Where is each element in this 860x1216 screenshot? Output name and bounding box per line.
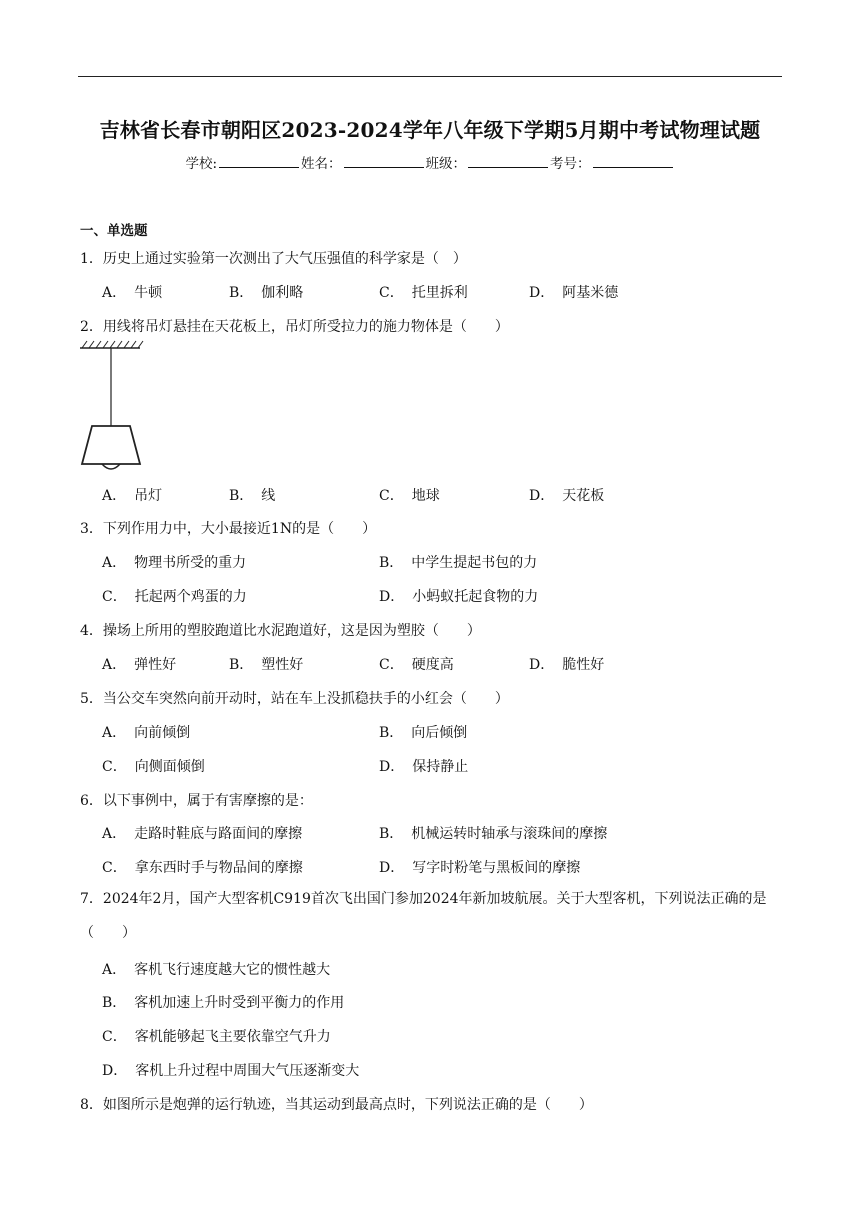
hanging-lamp-figure: [78, 340, 144, 472]
question-6-stem: 6．以下事例中，属于有害摩擦的是：: [80, 793, 313, 809]
question-1-option-a[interactable]: A． 牛顿: [102, 285, 163, 301]
paper-title: 吉林省长春市朝阳区2023-2024学年八年级下学期5月期中考试物理试题: [99, 118, 761, 142]
question-8-stem: 8．如图所示是炮弹的运行轨迹，当其运动到最高点时，下列说法正确的是（ ）: [80, 1097, 593, 1113]
question-3-option-a[interactable]: A． 物理书所受的重力: [102, 555, 247, 571]
question-7-option-c[interactable]: C． 客机能够起飞主要依靠空气升力: [102, 1029, 331, 1045]
question-1-option-b[interactable]: B． 伽利略: [229, 285, 304, 301]
question-4-option-c[interactable]: C． 硬度高: [379, 657, 454, 673]
name-label: 姓名：: [301, 156, 342, 172]
section-heading: 一、单选题: [80, 223, 148, 239]
question-3-option-b[interactable]: B． 中学生提起书包的力: [379, 555, 538, 571]
school-label: 学校:: [185, 156, 218, 172]
question-4-stem: 4．操场上所用的塑胶跑道比水泥跑道好，这是因为塑胶（ ）: [80, 623, 481, 639]
question-7-option-a[interactable]: A． 客机飞行速度越大它的惯性越大: [102, 962, 331, 978]
lamp-shade: [82, 426, 140, 464]
question-6-option-c[interactable]: C． 拿东西时手与物品间的摩擦: [102, 860, 303, 876]
question-6-option-a[interactable]: A． 走路时鞋底与路面间的摩擦: [102, 826, 303, 842]
class-blank[interactable]: [468, 155, 548, 168]
question-7-option-d[interactable]: D． 客机上升过程中周围大气压逐渐变大: [102, 1063, 360, 1079]
name-blank[interactable]: [344, 155, 424, 168]
question-2-option-b[interactable]: B． 线: [229, 488, 276, 504]
student-info-line: [0, 152, 860, 172]
question-5-option-b[interactable]: B． 向后倾倒: [379, 725, 468, 741]
question-7-stem: 7．2024年2月，国产大型客机C919首次飞出国门参加2024年新加坡航展。关于大型客机，下列说法正确的是（ ）: [80, 891, 767, 941]
question-2-stem: 2．用线将吊灯悬挂在天花板上，吊灯所受拉力的施力物体是（ ）: [80, 319, 509, 335]
id-blank[interactable]: [593, 155, 673, 168]
question-6-option-b[interactable]: B． 机械运转时轴承与滚珠间的摩擦: [379, 826, 608, 842]
header-rule: [78, 76, 782, 77]
class-label: 班级：: [425, 156, 467, 172]
question-6-option-d[interactable]: D． 写字时粉笔与黑板间的摩擦: [379, 860, 581, 876]
question-5-option-d[interactable]: D． 保持静止: [379, 759, 469, 775]
question-4-option-b[interactable]: B． 塑性好: [229, 657, 304, 673]
question-3-option-c[interactable]: C． 托起两个鸡蛋的力: [102, 589, 247, 605]
question-4-option-d[interactable]: D． 脆性好: [529, 657, 605, 673]
question-3-stem: 3．下列作用力中，大小最接近1N的是（ ）: [80, 521, 377, 537]
question-2-option-a[interactable]: A． 吊灯: [102, 488, 163, 504]
id-label: 考号：: [550, 156, 591, 172]
question-5-option-c[interactable]: C． 向侧面倾倒: [102, 759, 205, 775]
question-5-stem: 5．当公交车突然向前开动时，站在车上没抓稳扶手的小红会（ ）: [80, 691, 509, 707]
ceiling-hatching: [82, 341, 143, 348]
question-1-stem: 1．历史上通过实验第一次测出了大气压强值的科学家是（ ）: [80, 251, 467, 267]
question-4-option-a[interactable]: A． 弹性好: [102, 657, 177, 673]
question-5-option-a[interactable]: A． 向前倾倒: [102, 725, 191, 741]
school-blank[interactable]: [219, 155, 299, 168]
question-2-option-c[interactable]: C． 地球: [379, 488, 440, 504]
question-7-option-b[interactable]: B． 客机加速上升时受到平衡力的作用: [102, 995, 345, 1011]
question-1-option-d[interactable]: D． 阿基米德: [529, 285, 619, 301]
question-3-option-d[interactable]: D． 小蚂蚁托起食物的力: [379, 589, 539, 605]
question-1-option-c[interactable]: C． 托里拆利: [379, 285, 468, 301]
question-2-option-d[interactable]: D． 天花板: [529, 488, 605, 504]
